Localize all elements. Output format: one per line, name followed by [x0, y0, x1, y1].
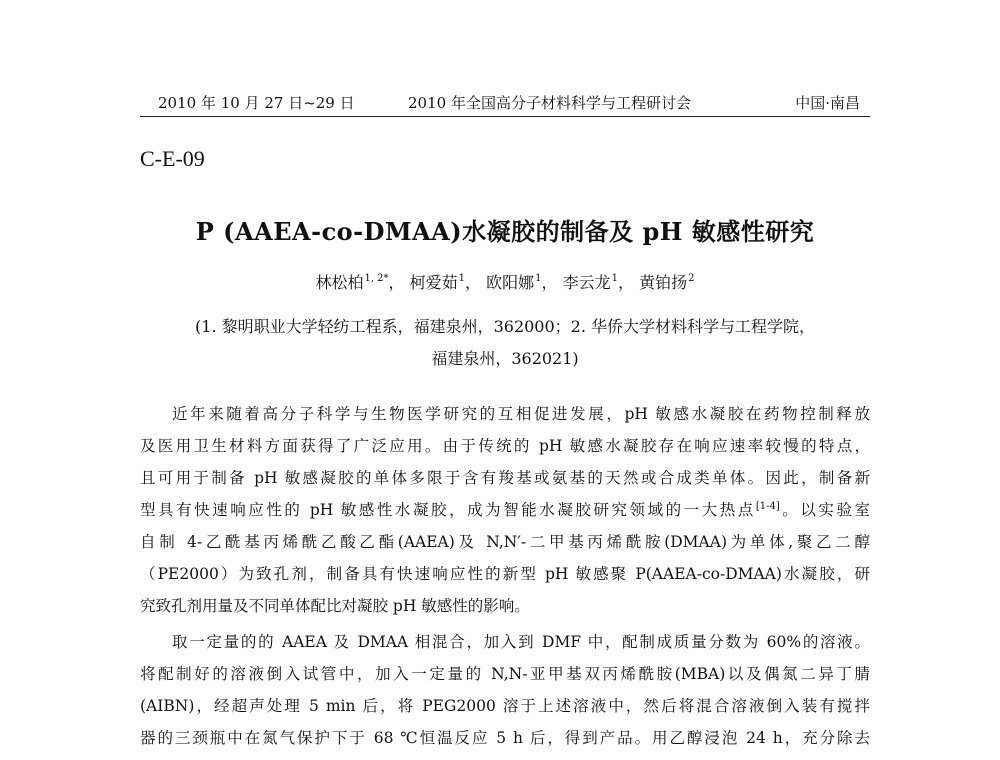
paper-code: C-E-09 [140, 146, 205, 171]
author-affiliation-mark: 1 [611, 273, 619, 284]
author-name: 林松柏 [315, 273, 364, 292]
header-location: 中国·南昌 [795, 94, 860, 112]
author-separator: ， [541, 273, 558, 292]
author-name: 李云龙 [562, 273, 611, 292]
running-header [140, 92, 870, 114]
author-affiliation-mark: 1 [535, 273, 542, 284]
header-rule [140, 116, 870, 117]
header-conference: 2010 年全国高分子材料科学与工程研讨会 [408, 94, 691, 112]
body-line: 及医用卫生材料方面获得了广泛应用。由于传统的 pH 敏感水凝胶存在响应速率较慢的特点， [140, 437, 870, 455]
body-line: 器的三颈瓶中在氮气保护下于 68 ℃恒温反应 5 h 后，得到产品。用乙醇浸泡 24 h，充分除去 [140, 729, 870, 747]
author-affiliation-mark: 2 [688, 273, 695, 284]
author-name: 欧阳娜 [486, 273, 535, 292]
affiliation-line: (1. 黎明职业大学轻纺工程系，福建泉州，362000；2. 华侨大学材料科学与工程学院， [194, 317, 816, 336]
body-line: 且可用于制备 pH 敏感凝胶的单体多限于含有羧基或氨基的天然或合成类单体。因此，制备新 [140, 469, 870, 487]
author-affiliation-mark: 1 [458, 273, 466, 284]
body-line-text: 型具有快速响应性的 pH 敏感性水凝胶，成为智能水凝胶研究领域的一大热点 [140, 501, 756, 519]
author-separator: ， [388, 273, 405, 292]
author-list [140, 270, 870, 293]
author-separator: ， [465, 273, 482, 292]
paper-title: P (AAEA-co-DMAA)水凝胶的制备及 pH 敏感性研究 [195, 217, 815, 246]
citation-reference: [1-4] [755, 501, 780, 512]
body-line [140, 498, 870, 520]
body-line: 究致孔剂用量及不同单体配比对凝胶 pH 敏感性的影响。 [140, 597, 530, 615]
body-line: 将配制好的溶液倒入试管中，加入一定量的 N,N-亚甲基双丙烯酰胺(MBA)以及偶氮二异丁腈 [140, 665, 870, 683]
body-line: 近年来随着高分子科学与生物医学研究的互相促进发展，pH 敏感水凝胶在药物控制释放 [172, 405, 870, 423]
author-name: 黄铂扬 [639, 273, 688, 292]
author-name: 柯爱茹 [409, 273, 458, 292]
body-line: 取一定量的的 AAEA 及 DMAA 相混合，加入到 DMF 中，配制成质量分数为 60%的溶液。 [172, 633, 870, 651]
body-line: 自制 4-乙酰基丙烯酰乙酸乙酯(AAEA)及 N,N′-二甲基丙烯酰胺(DMAA)为单体,聚乙二醇 [140, 533, 870, 551]
body-line: (AIBN)，经超声处理 5 min 后，将 PEG2000 溶于上述溶液中，然后将混合溶液倒入装有搅拌 [140, 697, 870, 715]
affiliation-line: 福建泉州，362021) [431, 349, 579, 368]
header-date: 2010 年 10 月 27 日~29 日 [158, 94, 355, 112]
author-separator: ， [618, 273, 635, 292]
body-line-text: 。以实验室 [779, 501, 870, 519]
body-line: （PE2000）为致孔剂，制备具有快速响应性的新型 pH 敏感聚 P(AAEA-co-DMAA)水凝胶，研 [140, 565, 870, 583]
author-affiliation-mark: 1, 2* [364, 273, 389, 284]
